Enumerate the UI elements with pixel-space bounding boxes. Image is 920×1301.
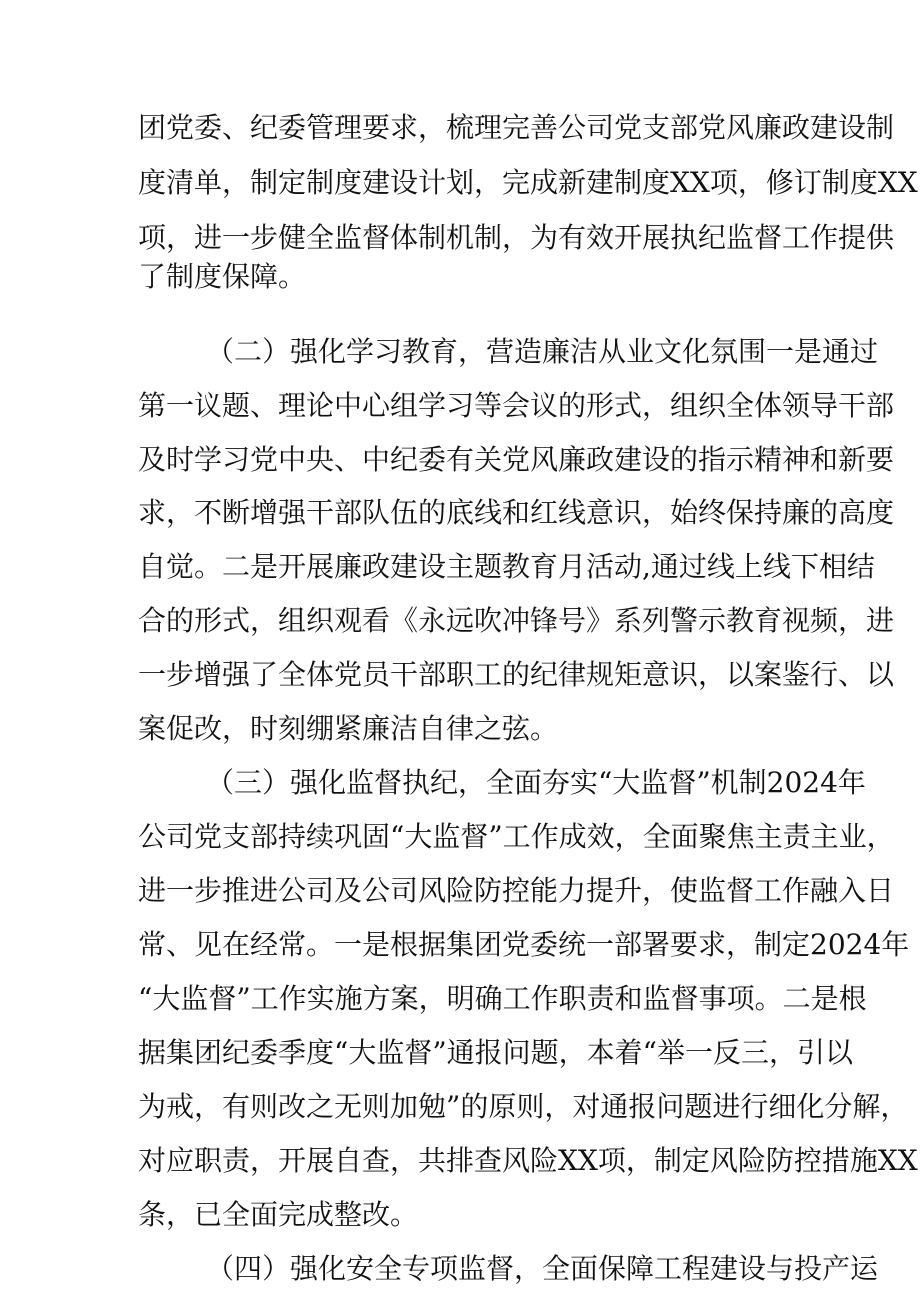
section-heading-line: （三）强化监督执纪，全面夯实“大监督”机制2024年 — [206, 766, 866, 799]
paragraph-line: 据集团纪委季度“大监督”通报问题，本着“举一反三，引以 — [138, 1036, 853, 1069]
paragraph-line: 公司党支部持续巩固“大监督”工作成效，全面聚焦主责主业， — [138, 820, 895, 853]
paragraph-line: 常、见在经常。一是根据集团党委统一部署要求，制定2024年 — [138, 928, 910, 961]
section-heading-line: （二）强化学习教育，营造廉洁从业文化氛围一是通过 — [206, 335, 879, 368]
paragraph-line: 及时学习党中央、中纪委有关党风廉政建设的指示精神和新要 — [138, 443, 895, 476]
section-heading-line: （四）强化安全专项监督，全面保障工程建设与投产运 — [206, 1252, 879, 1285]
paragraph-line: 团党委、纪委管理要求，梳理完善公司党支部党风廉政建设制 — [138, 111, 895, 144]
paragraph-line: 案促改，时刻绷紧廉洁自律之弦。 — [138, 712, 559, 745]
paragraph-line: 为戒，有则改之无则加勉”的原则，对通报问题进行细化分解， — [138, 1090, 909, 1123]
paragraph-line: 条，已全面完成整改。 — [138, 1198, 419, 1231]
paragraph-line: “大监督”工作实施方案，明确工作职责和监督事项。二是根 — [138, 982, 867, 1015]
paragraph-line: 合的形式，组织观看《永远吹冲锋号》系列警示教育视频，进 — [138, 604, 895, 637]
paragraph-line: 第一议题、理论中心组学习等会议的形式，组织全体领导干部 — [138, 389, 895, 422]
paragraph-line: 对应职责，开展自查，共排查风险XX项，制定风险防控措施XX — [138, 1144, 918, 1177]
paragraph-line: 了制度保障。 — [138, 260, 307, 293]
paragraph-line: 进一步推进公司及公司风险防控能力提升，使监督工作融入日 — [138, 874, 895, 907]
paragraph-line: 求，不断增强干部队伍的底线和红线意识，始终保持廉的高度 — [138, 496, 895, 529]
paragraph-line: 度清单，制定制度建设计划，完成新建制度XX项，修订制度XX — [138, 166, 918, 199]
paragraph-line: 项，进一步健全监督体制机制，为有效开展执纪监督工作提供 — [138, 221, 895, 254]
paragraph-line: 自觉。二是开展廉政建设主题教育月活动,通过线上线下相结 — [138, 550, 875, 583]
paragraph-line: 一步增强了全体党员干部职工的纪律规矩意识，以案鉴行、以 — [138, 658, 895, 691]
